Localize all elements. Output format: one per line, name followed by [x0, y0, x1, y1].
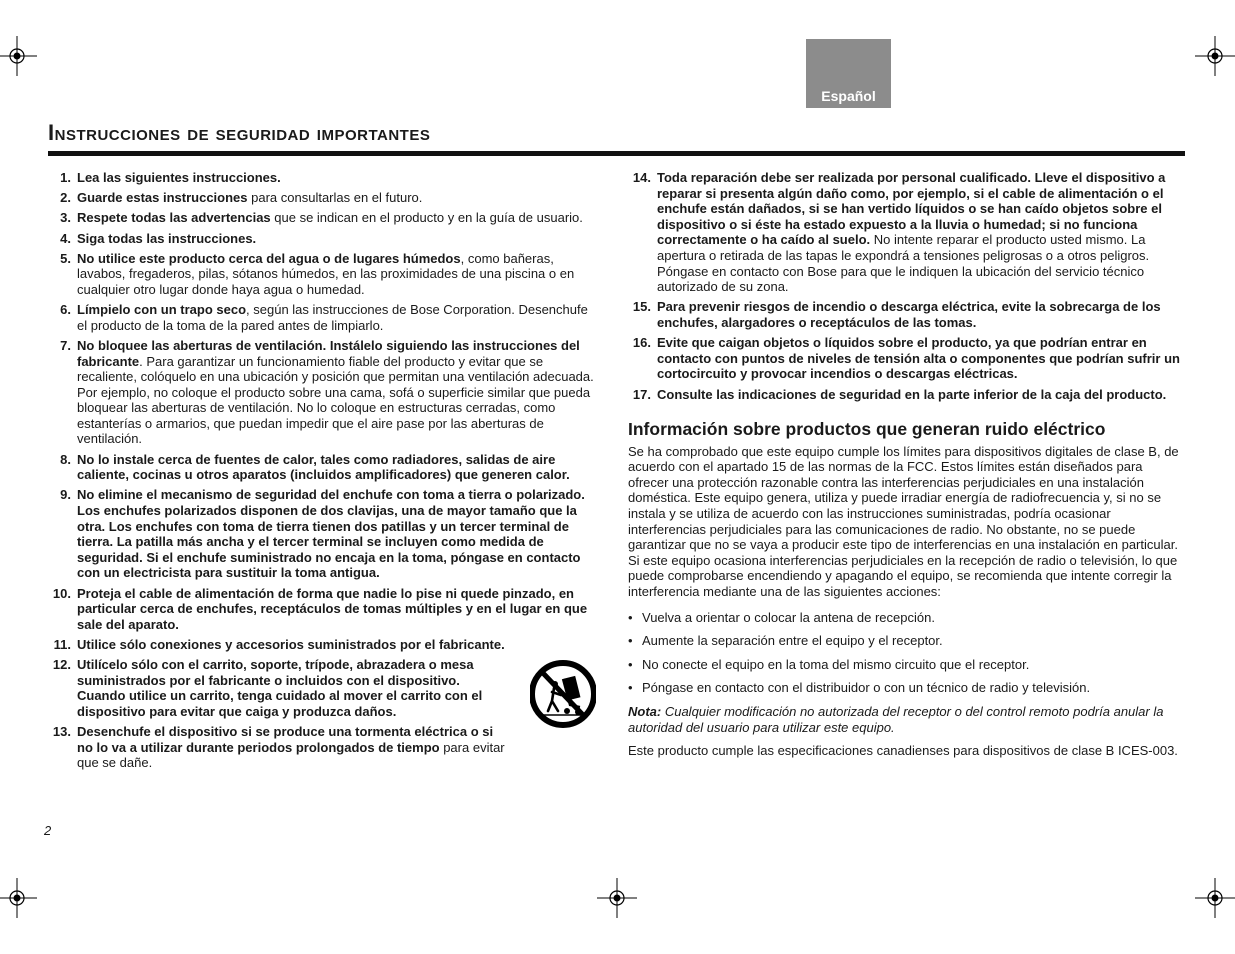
bullet-item: • Póngase en contacto con el distribuidor o con un técnico de radio y televisión.	[628, 680, 1091, 696]
safety-item-10: 10. Proteja el cable de alimentación de forma que nadie lo pise ni quede pinzado, en particular cerca de enchufes, receptáculos de tomas múltiples y en el lugar en que sale del aparato.	[52, 585, 588, 632]
safety-item-9: 9. No elimine el mecanismo de seguridad del enchufe con toma a tierra o polarizado. Los enchufes polarizados disponen de dos clavijas, una de mayor tamaño que la otra. Los enchufes con toma de tierra tienen dos patillas y un tercer terminal de tierra. La patilla más ancha y el tercer terminal se incluyen como medida de seguridad. Si el enchufe suministrado no encaja en la toma, póngase en contacto con un electricista para sustituir la toma antigua.	[60, 487, 585, 581]
safety-item-14: 14. Toda reparación debe ser realizada por personal cualificado. Lleve el dispositivo a reparar si presenta algún daño como, por ejemplo, si el cable de alimentación o el enchufe están dañados, si se han vertido líquidos o se han caído objetos sobre el dispositivo o si éste ha estado expuesto a la lluvia o humedad; si no funciona correctamente o ha caído al suelo. No intente reparar el producto usted mismo. La apertura o retirada de las tapas le expondrá a tensiones peligrosas o a otros peligros. Póngase en contacto con Bose para que le indiquen la ubicación del servicio técnico autorizado de su zona.	[632, 170, 1166, 295]
page-number: 2	[44, 823, 52, 838]
cart-warning-icon	[530, 657, 596, 731]
registration-mark-bottom-center-icon	[597, 878, 637, 918]
note-label: Nota:	[628, 704, 662, 719]
registration-mark-bottom-left-icon	[0, 878, 37, 918]
noise-section-paragraph: Se ha comprobado que este equipo cumple los límites para dispositivos digitales de clase B, de acuerdo con el apartado 15 de las normas de la FCC. Estos límites están diseñados para ofrecer una protección razonable contra las interferencias perjudiciales en una instalación doméstica. Este equipo genera, utiliza y puede irradiar energía de radiofrecuencia y, si no se instala y se utiliza de acuerdo con las instrucciones suministradas, podría ocasionar interferencias perjudiciales para las comunicaciones de radio. No obstante, no se puede garantizar que no se vaya a producir este tipo de interferencias en una instalación en particular. Si este equipo ocasiona interferencias perjudiciales en la recepción de radio o televisión, lo que puede comprobarse encendiendo y apagando el equipo, se recomienda que intente corregir la interferencia mediante una de las siguientes acciones:	[628, 443, 1179, 600]
safety-list-left	[48, 170, 598, 771]
safety-item-8: 8. No lo instale cerca de fuentes de calor, tales como radiadores, salidas de aire caliente, cocinas u otros aparatos (incluidos amplificadores) que generen calor.	[60, 451, 570, 483]
registration-mark-bottom-right-icon	[1195, 878, 1235, 918]
right-column	[628, 170, 1180, 767]
safety-item-16: 16. Evite que caigan objetos o líquidos sobre el producto, ya que podrían entrar en contacto con puntos de niveles de tensión alta o componentes que podrían sufrir un cortocircuito y provocar incendios o descargas eléctricas.	[632, 335, 1180, 382]
language-tab: Español	[806, 39, 891, 108]
safety-item-13: 13. Desenchufe el dispositivo si se produce una tormenta eléctrica o si no lo va a utilizar durante periodos prolongados de tiempo para evitar que se dañe.	[52, 724, 505, 771]
safety-item-2: 2. Guarde estas instrucciones para consultarlas en el futuro.	[60, 190, 423, 206]
title-rule	[48, 151, 1185, 156]
left-column	[48, 170, 598, 776]
safety-item-1: 1. Lea las siguientes instrucciones.	[60, 170, 281, 185]
safety-item-4: 4. Siga todas las instrucciones.	[60, 230, 257, 246]
bullet-item: • No conecte el equipo en la toma del mismo circuito que el receptor.	[628, 656, 1030, 672]
safety-list-right	[628, 170, 1180, 402]
safety-item-15: 15. Para prevenir riesgos de incendio o descarga eléctrica, evite la sobrecarga de los enchufes, alargadores o receptáculos de las tomas.	[632, 299, 1161, 330]
page-title: Instrucciones de seguridad importantes	[48, 120, 431, 145]
safety-item-12: 12. Utilícelo sólo con el carrito, soporte, trípode, abrazadera o mesa suministrados por el fabricante o incluidos con el dispositivo. Cuando utilice un carrito, tenga cuidado al mover el carrito con el dispositivo para evitar que caiga y produzca daños.	[48, 657, 598, 719]
noise-section-heading: Información sobre productos que generan ruido eléctrico	[628, 419, 1106, 440]
bullet-item: • Vuelva a orientar o colocar la antena de recepción.	[628, 609, 935, 625]
safety-item-6: 6. Límpielo con un trapo seco, según las instrucciones de Bose Corporation. Desenchufe el producto de la toma de la pared antes de limpiarlo.	[60, 302, 588, 333]
bullet-item: • Aumente la separación entre el equipo y el receptor.	[628, 633, 943, 649]
safety-item-7: 7. No bloquee las aberturas de ventilación. Instálelo siguiendo las instrucciones del fabricante. Para garantizar un funcionamiento fiable del producto y evitar que se recaliente, colóquelo en una ubicación y posición que permitan una ventilación adecuada. Por ejemplo, no coloque el producto sobre una cama, sofá o superficie similar que pueda bloquear las aberturas de ventilación. No lo coloque en estructuras cerradas, como estanterías o armarios, que puedan impedir que el aire pase por las aberturas de ventilación.	[60, 337, 594, 447]
canada-compliance-paragraph: Este producto cumple las especificaciones canadienses para dispositivos de clase B ICES-003.	[628, 743, 1178, 759]
corrective-actions-list	[628, 610, 1180, 696]
registration-mark-top-left-icon	[0, 36, 37, 76]
safety-item-17: 17. Consulte las indicaciones de seguridad en la parte inferior de la caja del producto.	[632, 386, 1167, 402]
note-paragraph: Nota: Cualquier modificación no autorizada del receptor o del control remoto podría anular la autoridad del usuario para utilizar este equipo.	[628, 704, 1164, 735]
safety-item-11: 11. Utilice sólo conexiones y accesorios suministrados por el fabricante.	[53, 636, 505, 652]
safety-item-5: 5. No utilice este producto cerca del agua o de lugares húmedos, como bañeras, lavabos, fregaderos, pilas, sótanos húmedos, en las proximidades de una piscina o en cualquier otro lugar donde haya agua o humedad.	[60, 250, 575, 297]
safety-item-3: 3. Respete todas las advertencias que se indican en el producto y en la guía de usuario.	[60, 210, 583, 226]
registration-mark-top-right-icon	[1195, 36, 1235, 76]
